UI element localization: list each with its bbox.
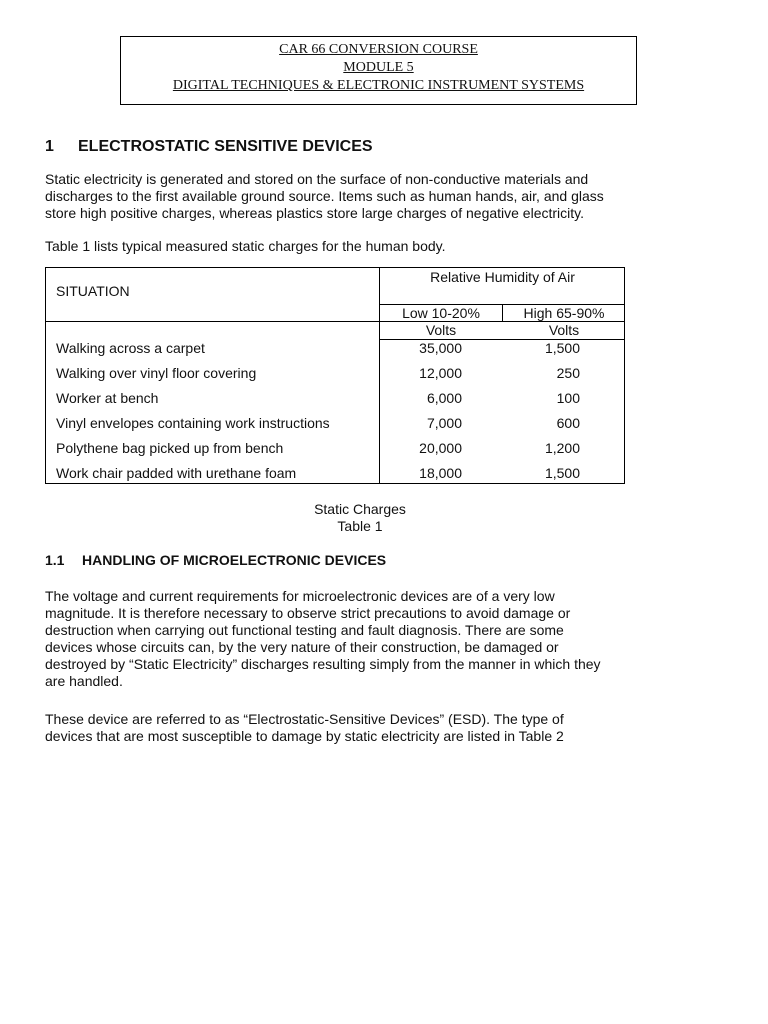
table-row-situation: Polythene bag picked up from bench (56, 440, 284, 456)
situation-header: SITUATION (56, 283, 130, 299)
esd-paragraph (45, 711, 685, 745)
intro-paragraph (45, 171, 685, 222)
table-row-low: 18,000 (419, 465, 462, 481)
table-row-low: 35,000 (419, 340, 462, 356)
table-row-situation: Work chair padded with urethane foam (56, 465, 297, 481)
paragraph-line: Static electricity is generated and stored on the surface of non-conductive materials and (45, 171, 589, 187)
paragraph-line: destruction when carrying out functional testing and fault diagnosis. There are some (45, 622, 564, 638)
subsection-heading (45, 552, 386, 569)
high-unit-label: Volts (548, 322, 580, 338)
subsection-title: HANDLING OF MICROELECTRONIC DEVICES (82, 552, 387, 568)
paragraph-line: magnitude. It is therefore necessary to observe strict precautions to avoid damage or (45, 605, 571, 621)
paragraph-line: devices that are most susceptible to damage by static electricity are listed in Table 2 (45, 728, 564, 744)
paragraph-line: These device are referred to as “Electrostatic-Sensitive Devices” (ESD). The type of (45, 711, 564, 727)
paragraph-line: devices whose circuits can, by the very nature of their construction, be damaged or (45, 639, 559, 655)
table-row-situation: Walking across a carpet (56, 340, 205, 356)
caption-title: Static Charges (314, 501, 406, 517)
table-row-situation: Worker at bench (56, 390, 159, 406)
paragraph-line: destroyed by “Static Electricity” discharges resulting simply from the manner in which they (45, 656, 601, 672)
paragraph-line: store high positive charges, whereas plastics store large charges of negative electricity. (45, 205, 585, 221)
table-row-high: 600 (556, 415, 580, 431)
humidity-header: Relative Humidity of Air (430, 269, 575, 285)
section-title: ELECTROSTATIC SENSITIVE DEVICES (78, 138, 373, 155)
header-course-title: CAR 66 CONVERSION COURSE (279, 42, 478, 57)
table-row-high: 250 (556, 365, 580, 381)
table-intro-paragraph (45, 238, 685, 255)
header-module: MODULE 5 (343, 60, 414, 75)
low-unit-label: Volts (425, 322, 457, 338)
handling-paragraph (45, 588, 685, 690)
table-row-low: 6,000 (426, 390, 462, 406)
table-row-high: 100 (556, 390, 580, 406)
table-row-low: 7,000 (426, 415, 462, 431)
section-heading (45, 138, 373, 155)
high-humidity-header: High 65-90% (523, 305, 605, 321)
table-row-low: 12,000 (419, 365, 462, 381)
table-row-high: 1,500 (544, 465, 580, 481)
paragraph-line: are handled. (45, 673, 123, 689)
static-charges-table (45, 267, 625, 484)
subsection-number: 1.1 (45, 552, 65, 568)
table-row-low: 20,000 (419, 440, 462, 456)
paragraph-line: Table 1 lists typical measured static charges for the human body. (45, 238, 446, 254)
low-humidity-header: Low 10-20% (402, 305, 480, 321)
paragraph-line: discharges to the first available ground source. Items such as human hands, air, and glass (45, 188, 604, 204)
paragraph-line: The voltage and current requirements for microelectronic devices are of a very low (45, 588, 555, 604)
table-row-high: 1,200 (544, 440, 580, 456)
table-caption (0, 501, 720, 535)
header-module-title: DIGITAL TECHNIQUES & ELECTRONIC INSTRUMENT SYSTEMS (172, 78, 585, 93)
document-header (120, 36, 637, 105)
section-number: 1 (45, 138, 54, 155)
table-row-situation: Vinyl envelopes containing work instructions (56, 415, 330, 431)
table-row-high: 1,500 (544, 340, 580, 356)
caption-number: Table 1 (337, 518, 383, 534)
table-row-situation: Walking over vinyl floor covering (56, 365, 257, 381)
